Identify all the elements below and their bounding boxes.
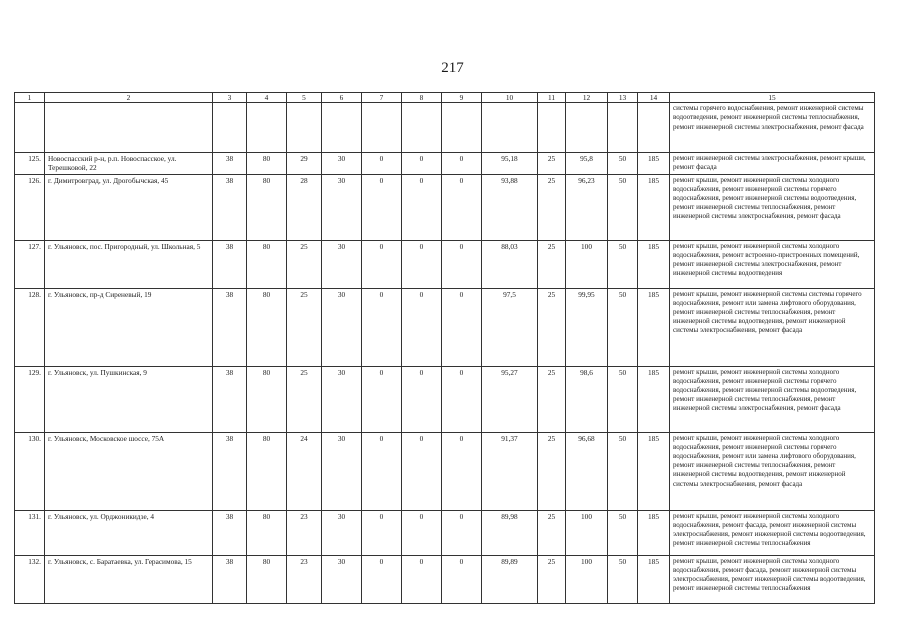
value-col-4: 80 xyxy=(247,240,287,288)
address: г. Ульяновск, пос. Пригородный, ул. Школьная, 5 xyxy=(45,240,213,288)
value-col-4: 80 xyxy=(247,432,287,510)
value-col-11: 25 xyxy=(538,432,566,510)
work-list: ремонт крыши, ремонт инженерной системы системы горячего водоснабжения, ремонт или замена лифтового оборудования, ремонт инженерной системы теплоснабжения, ремонт инженерной системы водоотведения, ремонт инженерной системы электроснабжения, ремонт фасада xyxy=(670,288,875,366)
work-list: системы горячего водоснабжения, ремонт инженерной системы водоотведения, ремонт инженерной системы теплоснабжения, ремонт инженерной системы электроснабжения, ремонт фасада xyxy=(670,103,875,153)
value-col-8: 0 xyxy=(402,153,442,174)
value-col-6: 30 xyxy=(322,366,362,432)
value-col-10: 89,98 xyxy=(482,510,538,555)
column-number: 8 xyxy=(402,93,442,103)
value-col-5: 24 xyxy=(287,432,322,510)
address: г. Ульяновск, ул. Пушкинская, 9 xyxy=(45,366,213,432)
row-index: 131. xyxy=(15,510,45,555)
work-list: ремонт крыши, ремонт инженерной системы холодного водоснабжения, ремонт инженерной системы горячего водоснабжения, ремонт или замена лифтового оборудования, ремонт инженерной системы теплоснабжения, ремонт инженерной системы водоотведения, ремонт инженерной системы электроснабжения, ремонт фасада xyxy=(670,432,875,510)
value-col-5: 25 xyxy=(287,366,322,432)
column-number: 2 xyxy=(45,93,213,103)
row-index: 132. xyxy=(15,555,45,603)
value-col-8: 0 xyxy=(402,555,442,603)
value-col-4: 80 xyxy=(247,153,287,174)
column-number: 7 xyxy=(362,93,402,103)
value-col-12: 100 xyxy=(566,555,608,603)
row-index: 129. xyxy=(15,366,45,432)
continuation-row xyxy=(15,103,875,153)
row-index: 125. xyxy=(15,153,45,174)
value-col-6: 30 xyxy=(322,555,362,603)
value-col-13: 50 xyxy=(608,288,638,366)
column-number: 13 xyxy=(608,93,638,103)
value-col-14: 185 xyxy=(638,288,670,366)
value-col-9: 0 xyxy=(442,432,482,510)
value-col-3: 38 xyxy=(213,174,247,240)
value-col-12: 96,23 xyxy=(566,174,608,240)
value-col-5: 25 xyxy=(287,288,322,366)
value-col-12: 96,68 xyxy=(566,432,608,510)
column-number: 1 xyxy=(15,93,45,103)
column-number: 14 xyxy=(638,93,670,103)
value-col-13: 50 xyxy=(608,366,638,432)
value-col-10: 88,03 xyxy=(482,240,538,288)
table-row xyxy=(15,153,875,174)
value-col-12: 100 xyxy=(566,240,608,288)
value-col-3: 38 xyxy=(213,432,247,510)
column-number-row xyxy=(15,93,875,103)
value-col-10: 91,37 xyxy=(482,432,538,510)
column-number: 15 xyxy=(670,93,875,103)
column-number: 3 xyxy=(213,93,247,103)
address: г. Ульяновск, ул. Орджоникидзе, 4 xyxy=(45,510,213,555)
value-col-4: 80 xyxy=(247,555,287,603)
value-col-8: 0 xyxy=(402,510,442,555)
value-col-4: 80 xyxy=(247,510,287,555)
value-col-13: 50 xyxy=(608,510,638,555)
work-list: ремонт крыши, ремонт инженерной системы холодного водоснабжения, ремонт фасада, ремонт инженерной системы электроснабжения, ремонт инженерной системы водоотведения, ремонт инженерной системы теплоснабжения xyxy=(670,510,875,555)
value-col-12: 100 xyxy=(566,510,608,555)
value-col-10: 95,27 xyxy=(482,366,538,432)
value-col-8: 0 xyxy=(402,432,442,510)
value-col-5: 23 xyxy=(287,510,322,555)
value-col-13: 50 xyxy=(608,555,638,603)
value-col-3: 38 xyxy=(213,153,247,174)
value-col-14: 185 xyxy=(638,174,670,240)
value-col-14: 185 xyxy=(638,153,670,174)
value-col-6: 30 xyxy=(322,510,362,555)
value-col-7: 0 xyxy=(362,174,402,240)
value-col-10: 95,18 xyxy=(482,153,538,174)
value-col-11: 25 xyxy=(538,288,566,366)
value-col-10: 97,5 xyxy=(482,288,538,366)
value-col-9: 0 xyxy=(442,555,482,603)
data-table xyxy=(14,92,875,604)
value-col-11: 25 xyxy=(538,366,566,432)
value-col-12: 98,6 xyxy=(566,366,608,432)
value-col-11: 25 xyxy=(538,555,566,603)
value-col-5: 29 xyxy=(287,153,322,174)
value-col-13: 50 xyxy=(608,240,638,288)
value-col-7: 0 xyxy=(362,510,402,555)
value-col-8: 0 xyxy=(402,240,442,288)
row-index: 130. xyxy=(15,432,45,510)
value-col-3: 38 xyxy=(213,288,247,366)
address: г. Димитровград, ул. Дрогобычская, 45 xyxy=(45,174,213,240)
column-number: 5 xyxy=(287,93,322,103)
value-col-8: 0 xyxy=(402,366,442,432)
value-col-11: 25 xyxy=(538,510,566,555)
value-col-4: 80 xyxy=(247,366,287,432)
value-col-14: 185 xyxy=(638,555,670,603)
value-col-9: 0 xyxy=(442,510,482,555)
value-col-11: 25 xyxy=(538,174,566,240)
work-list: ремонт инженерной системы электроснабжения, ремонт крыши, ремонт фасада xyxy=(670,153,875,174)
value-col-6: 30 xyxy=(322,174,362,240)
table-row xyxy=(15,555,875,603)
column-number: 4 xyxy=(247,93,287,103)
work-list: ремонт крыши, ремонт инженерной системы холодного водоснабжения, ремонт инженерной системы горячего водоснабжения, ремонт инженерной системы водоотведения, ремонт инженерной системы теплоснабжения, ремонт инженерной системы электроснабжения, ремонт фасада xyxy=(670,366,875,432)
value-col-10: 89,89 xyxy=(482,555,538,603)
value-col-13: 50 xyxy=(608,432,638,510)
row-index: 127. xyxy=(15,240,45,288)
value-col-10: 93,88 xyxy=(482,174,538,240)
table-row xyxy=(15,288,875,366)
column-number: 9 xyxy=(442,93,482,103)
address: г. Ульяновск, пр-д Сиреневый, 19 xyxy=(45,288,213,366)
value-col-13: 50 xyxy=(608,153,638,174)
work-list: ремонт крыши, ремонт инженерной системы холодного водоснабжения, ремонт фасада, ремонт инженерной системы электроснабжения, ремонт инженерной системы водоотведения, ремонт инженерной системы теплоснабжения xyxy=(670,555,875,603)
row-index: 128. xyxy=(15,288,45,366)
value-col-7: 0 xyxy=(362,288,402,366)
value-col-8: 0 xyxy=(402,174,442,240)
page-number: 217 xyxy=(441,60,464,76)
column-number: 11 xyxy=(538,93,566,103)
value-col-12: 99,95 xyxy=(566,288,608,366)
column-number: 6 xyxy=(322,93,362,103)
value-col-7: 0 xyxy=(362,366,402,432)
value-col-5: 25 xyxy=(287,240,322,288)
value-col-14: 185 xyxy=(638,432,670,510)
value-col-7: 0 xyxy=(362,432,402,510)
value-col-5: 28 xyxy=(287,174,322,240)
value-col-9: 0 xyxy=(442,153,482,174)
value-col-8: 0 xyxy=(402,288,442,366)
value-col-7: 0 xyxy=(362,153,402,174)
address: Новоспасский р-н, р.п. Новоспасское, ул. Терешковой, 22 xyxy=(45,153,213,174)
work-list: ремонт крыши, ремонт инженерной системы холодного водоснабжения, ремонт встроенно-пристроенных помещений, ремонт инженерной системы электроснабжения, ремонт инженерной системы водоотведения xyxy=(670,240,875,288)
address: г. Ульяновск, с. Баратаевка, ул. Герасимова, 15 xyxy=(45,555,213,603)
value-col-4: 80 xyxy=(247,174,287,240)
value-col-11: 25 xyxy=(538,240,566,288)
table-row xyxy=(15,432,875,510)
value-col-4: 80 xyxy=(247,288,287,366)
value-col-11: 25 xyxy=(538,153,566,174)
value-col-9: 0 xyxy=(442,174,482,240)
column-number: 12 xyxy=(566,93,608,103)
work-list: ремонт крыши, ремонт инженерной системы холодного водоснабжения, ремонт инженерной системы горячего водоснабжения, ремонт инженерной системы водоотведения, ремонт инженерной системы теплоснабжения, ремонт инженерной системы электроснабжения, ремонт фасада xyxy=(670,174,875,240)
value-col-6: 30 xyxy=(322,153,362,174)
value-col-6: 30 xyxy=(322,288,362,366)
value-col-14: 185 xyxy=(638,510,670,555)
row-index: 126. xyxy=(15,174,45,240)
value-col-7: 0 xyxy=(362,240,402,288)
value-col-14: 185 xyxy=(638,240,670,288)
value-col-3: 38 xyxy=(213,240,247,288)
table-row xyxy=(15,510,875,555)
value-col-7: 0 xyxy=(362,555,402,603)
value-col-3: 38 xyxy=(213,510,247,555)
value-col-9: 0 xyxy=(442,366,482,432)
table-row xyxy=(15,174,875,240)
column-number: 10 xyxy=(482,93,538,103)
value-col-3: 38 xyxy=(213,366,247,432)
value-col-13: 50 xyxy=(608,174,638,240)
value-col-6: 30 xyxy=(322,432,362,510)
table-row xyxy=(15,240,875,288)
value-col-14: 185 xyxy=(638,366,670,432)
value-col-5: 23 xyxy=(287,555,322,603)
value-col-9: 0 xyxy=(442,288,482,366)
table-row xyxy=(15,366,875,432)
value-col-9: 0 xyxy=(442,240,482,288)
address: г. Ульяновск, Московское шоссе, 75А xyxy=(45,432,213,510)
value-col-3: 38 xyxy=(213,555,247,603)
value-col-6: 30 xyxy=(322,240,362,288)
value-col-12: 95,8 xyxy=(566,153,608,174)
